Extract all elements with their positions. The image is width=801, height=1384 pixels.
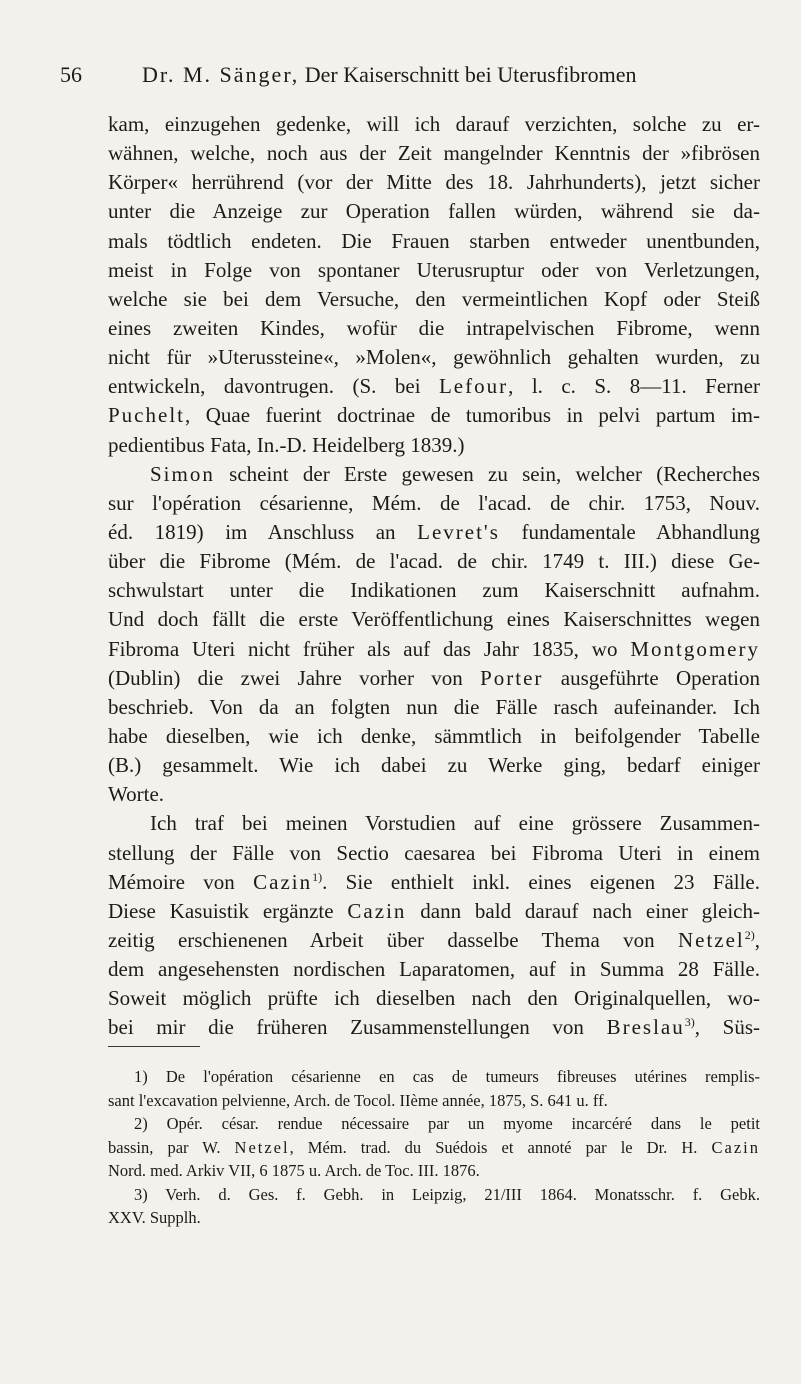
text-line: (B.) gesammelt. Wie ich dabei zu Werke ging, bedarf einiger — [108, 753, 760, 778]
text-line: schwulstart unter die Indikationen zum Kaiserschnitt aufnahm. — [108, 578, 760, 603]
running-head-title: Der Kaiserschnitt bei Uterusfibromen — [304, 62, 637, 87]
proper-name: Levret's — [417, 519, 500, 544]
text-line: Soweit möglich prüfte ich dieselben nach den Originalquellen, wo- — [108, 986, 760, 1011]
text-line: Mémoire von Cazin$^{1)}$. Sie enthielt inkl. eines eigenen 23 Fälle. — [108, 869, 761, 894]
text-line: Ich traf bei meinen Vorstudien auf eine grössere Zusammen- — [150, 811, 760, 836]
footnotes — [108, 1065, 760, 1230]
text-line: welche sie bei dem Versuche, den vermeintlichen Kopf oder Steiß — [108, 286, 760, 311]
text-line: Simon scheint der Erste gewesen zu sein, welcher (Recherches — [150, 461, 760, 486]
running-head-author: Dr. M. Sänger, — [142, 62, 300, 87]
proper-name: Simon — [150, 461, 215, 486]
text-line: pedientibus Fata, In.-D. Heidelberg 1839.) — [108, 432, 465, 457]
text-line: Fibroma Uteri nicht früher als auf das Jahr 1835, wo Montgomery — [108, 636, 760, 661]
text-line: unter die Anzeige zur Operation fallen würden, während sie da- — [108, 199, 760, 224]
text-line: habe dieselben, wie ich denke, sämmtlich in beifolgender Tabelle — [108, 723, 760, 748]
text-line: Puchelt, Quae fuerint doctrinae de tumoribus in pelvi partum im- — [108, 403, 760, 428]
footnote-marker: 1) — [312, 869, 323, 884]
footnote-line: 2) Opér. césar. rendue nécessaire par un myome incarcéré dans le petit — [134, 1114, 760, 1133]
footnote-line: 1) De l'opération césarienne en cas de tumeurs fibreuses utérines remplis- — [134, 1067, 760, 1086]
main-text — [108, 110, 760, 1043]
text-line: mals tödtlich endeten. Die Frauen starben entweder unentbunden, — [108, 228, 760, 253]
text-line: stellung der Fälle von Sectio caesarea bei Fibroma Uteri in einem — [108, 840, 760, 865]
page-header — [60, 62, 762, 98]
running-head — [142, 62, 637, 88]
text-line: meist in Folge von spontaner Uterusruptur oder von Verletzungen, — [108, 257, 760, 282]
text-line: zeitig erschienenen Arbeit über dasselbe Thema von Netzel$^{2)}$, — [108, 927, 760, 952]
footnote-divider — [108, 1046, 200, 1047]
text-line: dem angesehensten nordischen Laparatomen, auf in Summa 28 Fälle. — [108, 957, 760, 982]
footnote-line: 3) Verh. d. Ges. f. Gebh. in Leipzig, 21/III 1864. Monatsschr. f. Gebk. — [134, 1184, 760, 1204]
footnote-line: XXV. Supplh. — [108, 1208, 201, 1227]
proper-name: Breslau — [606, 1015, 685, 1040]
text-line: sur l'opération césarienne, Mém. de l'acad. de chir. 1753, Nouv. — [108, 490, 760, 515]
text-line: eines zweiten Kindes, wofür die intrapelvischen Fibrome, wenn — [108, 315, 760, 340]
page-number: 56 — [60, 62, 82, 87]
proper-name: Cazin — [347, 898, 407, 923]
proper-name: Netzel — [234, 1137, 290, 1157]
proper-name: Netzel — [677, 927, 745, 952]
footnote-line: Nord. med. Arkiv VII, 6 1875 u. Arch. de Toc. III. 1876. — [108, 1161, 480, 1180]
proper-name: Porter — [480, 665, 544, 690]
text-line: beschrieb. Von da an folgten nun die Fälle rasch aufeinander. Ich — [108, 694, 760, 719]
footnote-marker: 3) — [684, 1015, 695, 1030]
proper-name: Cazin — [711, 1137, 760, 1157]
text-line: éd. 1819) im Anschluss an Levret's fundamentale Abhandlung — [108, 519, 760, 544]
proper-name: Cazin — [253, 869, 313, 894]
footnote-line: sant l'excavation pelvienne, Arch. de Tocol. IIème année, 1875, S. 641 u. ff. — [108, 1090, 608, 1110]
text-line: Und doch fällt die erste Veröffentlichung eines Kaiserschnittes wegen — [108, 607, 760, 632]
text-line: entwickeln, davontrugen. (S. bei Lefour, l. c. S. 8—11. Ferner — [108, 374, 760, 399]
text-line: Körper« herrührend (vor der Mitte des 18. Jahrhunderts), jetzt sicher — [108, 170, 760, 195]
proper-name: Lefour — [438, 374, 509, 399]
footnote-marker: 2) — [744, 927, 755, 942]
text-line: nicht für »Uterussteine«, »Molen«, gewöhnlich gehalten wurden, zu — [108, 345, 760, 370]
text-line: (Dublin) die zwei Jahre vorher von Porter ausgeführte Operation — [108, 665, 760, 690]
text-line: bei mir die früheren Zusammenstellungen von Breslau$^{3)}$, Süs- — [108, 1015, 760, 1040]
proper-name: Montgomery — [630, 636, 760, 661]
text-line: kam, einzugehen gedenke, will ich darauf verzichten, solche zu er- — [108, 112, 760, 136]
text-line: wähnen, welche, noch aus der Zeit mangelnder Kenntnis der »fibrösen — [108, 141, 760, 166]
footnote-line: bassin, par W. Netzel, Mém. trad. du Suédois et annoté par le Dr. H. Cazin — [108, 1137, 760, 1157]
proper-name: Puchelt — [108, 403, 185, 428]
text-line: Worte. — [108, 782, 165, 807]
text-line: Diese Kasuistik ergänzte Cazin dann bald darauf nach einer gleich- — [108, 898, 760, 923]
text-line: über die Fibrome (Mém. de l'acad. de chir. 1749 t. III.) diese Ge- — [108, 549, 760, 574]
